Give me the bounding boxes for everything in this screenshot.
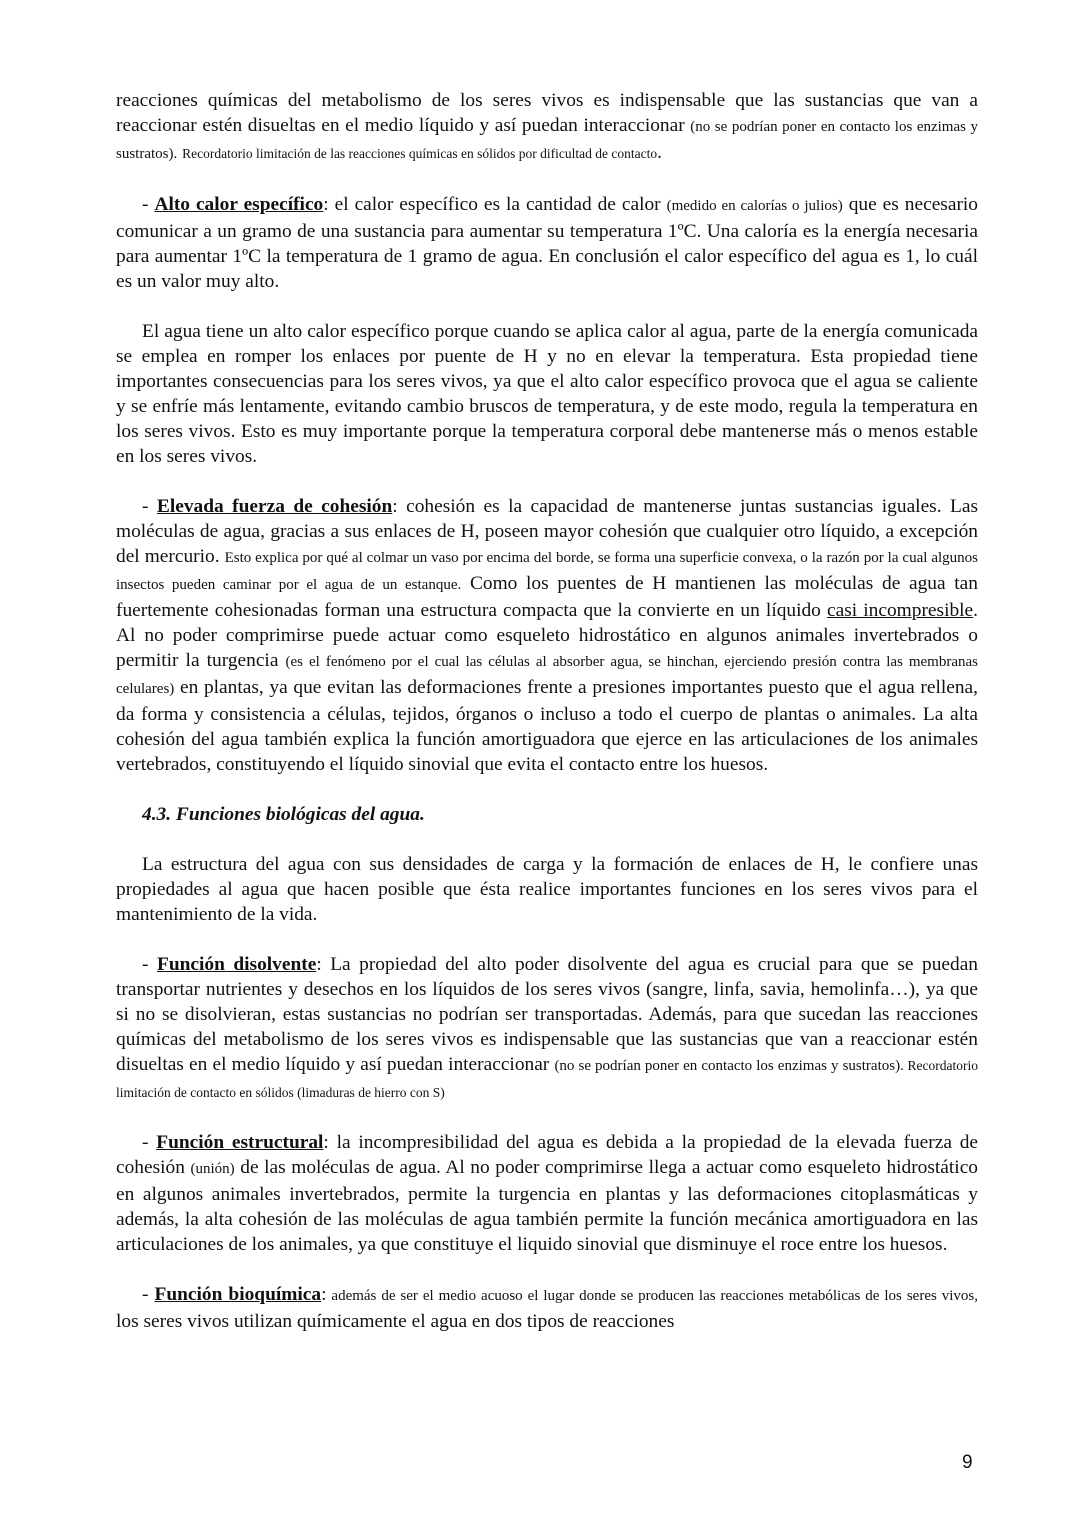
paragraph-funcion-estructural: - Función estructural: la incompresibilidad del agua es debida a la propiedad de la elevada fuerza de cohesión (unión) de las moléculas de agua. Al no poder comprimirse llega a actuar como esqueleto hidrostático en algunos animales invertebrados, permite la turgencia en plantas y las deformaciones citoplasmáticas y además, la alta cohesión de las moléculas de agua también permite la función mecánica amortiguadora en las articulaciones de los animales, ya que constituye el liquido sinovial que disminuye el roce entre los huesos. (116, 1132, 978, 1255)
paragraph-metabolismo: reacciones químicas del metabolismo de los seres vivos es indispensable que las sustancias que van a reaccionar estén disueltas en el medio líquido y así puedan interaccionar (no se podrían poner en contacto los enzimas y sustratos). Recordatorio limitación de las reacciones químicas en sólidos por dificultad de contacto. (116, 90, 978, 163)
page-number: 9 (962, 1452, 973, 1473)
paragraph-cohesion: - Elevada fuerza de cohesión: cohesión es la capacidad de mantenerse juntas sustancias iguales. Las moléculas de agua, gracias a sus enlaces de H, poseen mayor cohesión que cualquier otro líquido, a excepción del mercurio. Esto explica por qué al colmar un vaso por encima del borde, se forma una superficie convexa, o la razón por la cual algunos insectos pueden caminar por el agua de un estanque. Como los puentes de H mantienen las moléculas de agua tan fuertemente cohesionadas forman una estructura compacta que la convierte en un líquido casi incompresible. Al no poder comprimirse puede actuar como esqueleto hidrostático en algunos animales invertebrados o permitir la turgencia (es el fenómeno por el cual las células al absorber agua, se hinchan, ejerciendo presión contra las membranas celulares) en plantas, ya que evitan las deformaciones frente a presiones importantes puesto que el agua rellena, da forma y consistencia a células, tejidos, órganos o incluso a todo el cuerpo de plantas o animales. La alta cohesión del agua también explica la función amortiguadora que ejerce en las articulaciones de los animales vertebrados, constituyendo el líquido sinovial que evita el contacto entre los huesos. (116, 496, 979, 775)
paragraph-calor-consecuencias: El agua tiene un alto calor específico porque cuando se aplica calor al agua, parte de la energía comunicada se emplea en romper los enlaces por puente de H y no en elevar la temperatura. Esta propiedad tiene importantes consecuencias para los seres vivos, ya que el alto calor específico provoca que el agua se caliente y se enfríe más lentamente, evitando cambio bruscos de temperatura, y de este modo, regula la temperatura en los seres vivos. Esto es muy importante porque la temperatura corporal debe mantenerse más o menos estable en los seres vivos. (116, 321, 978, 467)
term-funcion-disolvente: Función disolvente (156, 954, 317, 975)
paragraph-calor-especifico: - Alto calor específico: el calor específico es la cantidad de calor (medido en calorías o julios) que es necesario comunicar a un gramo de una sustancia para aumentar su temperatura 1ºC. Una caloría es la energía necesaria para aumentar 1ºC la temperatura de 1 gramo de agua. En conclusión el calor específico del agua es 1, lo cuál es un valor muy alto. (116, 194, 979, 292)
paragraph-intro-funciones: La estructura del agua con sus densidades de carga y la formación de enlaces de H, le confiere unas propiedades al agua que hacen posible que ésta realice importantes funciones en los seres vivos para el mantenimiento de la vida. (116, 854, 978, 925)
underlined-casi-incompresible: casi incompresible (827, 600, 974, 621)
section-heading: 4.3. Funciones biológicas del agua. (142, 804, 425, 825)
document-body (116, 88, 978, 1334)
term-cohesion: Elevada fuerza de cohesión (156, 496, 393, 517)
term-funcion-estructural: Función estructural (156, 1132, 324, 1153)
term-calor-especifico: Alto calor específico (154, 194, 324, 215)
paragraph-funcion-bioquimica: - Función bioquímica: además de ser el medio acuoso el lugar donde se producen las reacciones metabólicas de los seres vivos, los seres vivos utilizan químicamente el agua en dos tipos de reacciones (116, 1284, 979, 1332)
term-funcion-bioquimica: Función bioquímica (154, 1284, 322, 1305)
paragraph-funcion-disolvente: - Función disolvente: La propiedad del alto poder disolvente del agua es crucial para que se puedan transportar nutrientes y desechos en los líquidos de los seres vivos (sangre, linfa, savia, hemolinfa…), ya que si no se disolvieran, estas sustancias no podrían ser transportadas. Además, para que sucedan las reacciones químicas del metabolismo de los seres vivos es indispensable que las sustancias que van a reaccionar estén disueltas en el medio líquido y así puedan interaccionar (no se podrían poner en contacto los enzimas y sustratos). Recordatorio limitación de contacto en sólidos (limaduras de hierro con S) (116, 954, 979, 1100)
